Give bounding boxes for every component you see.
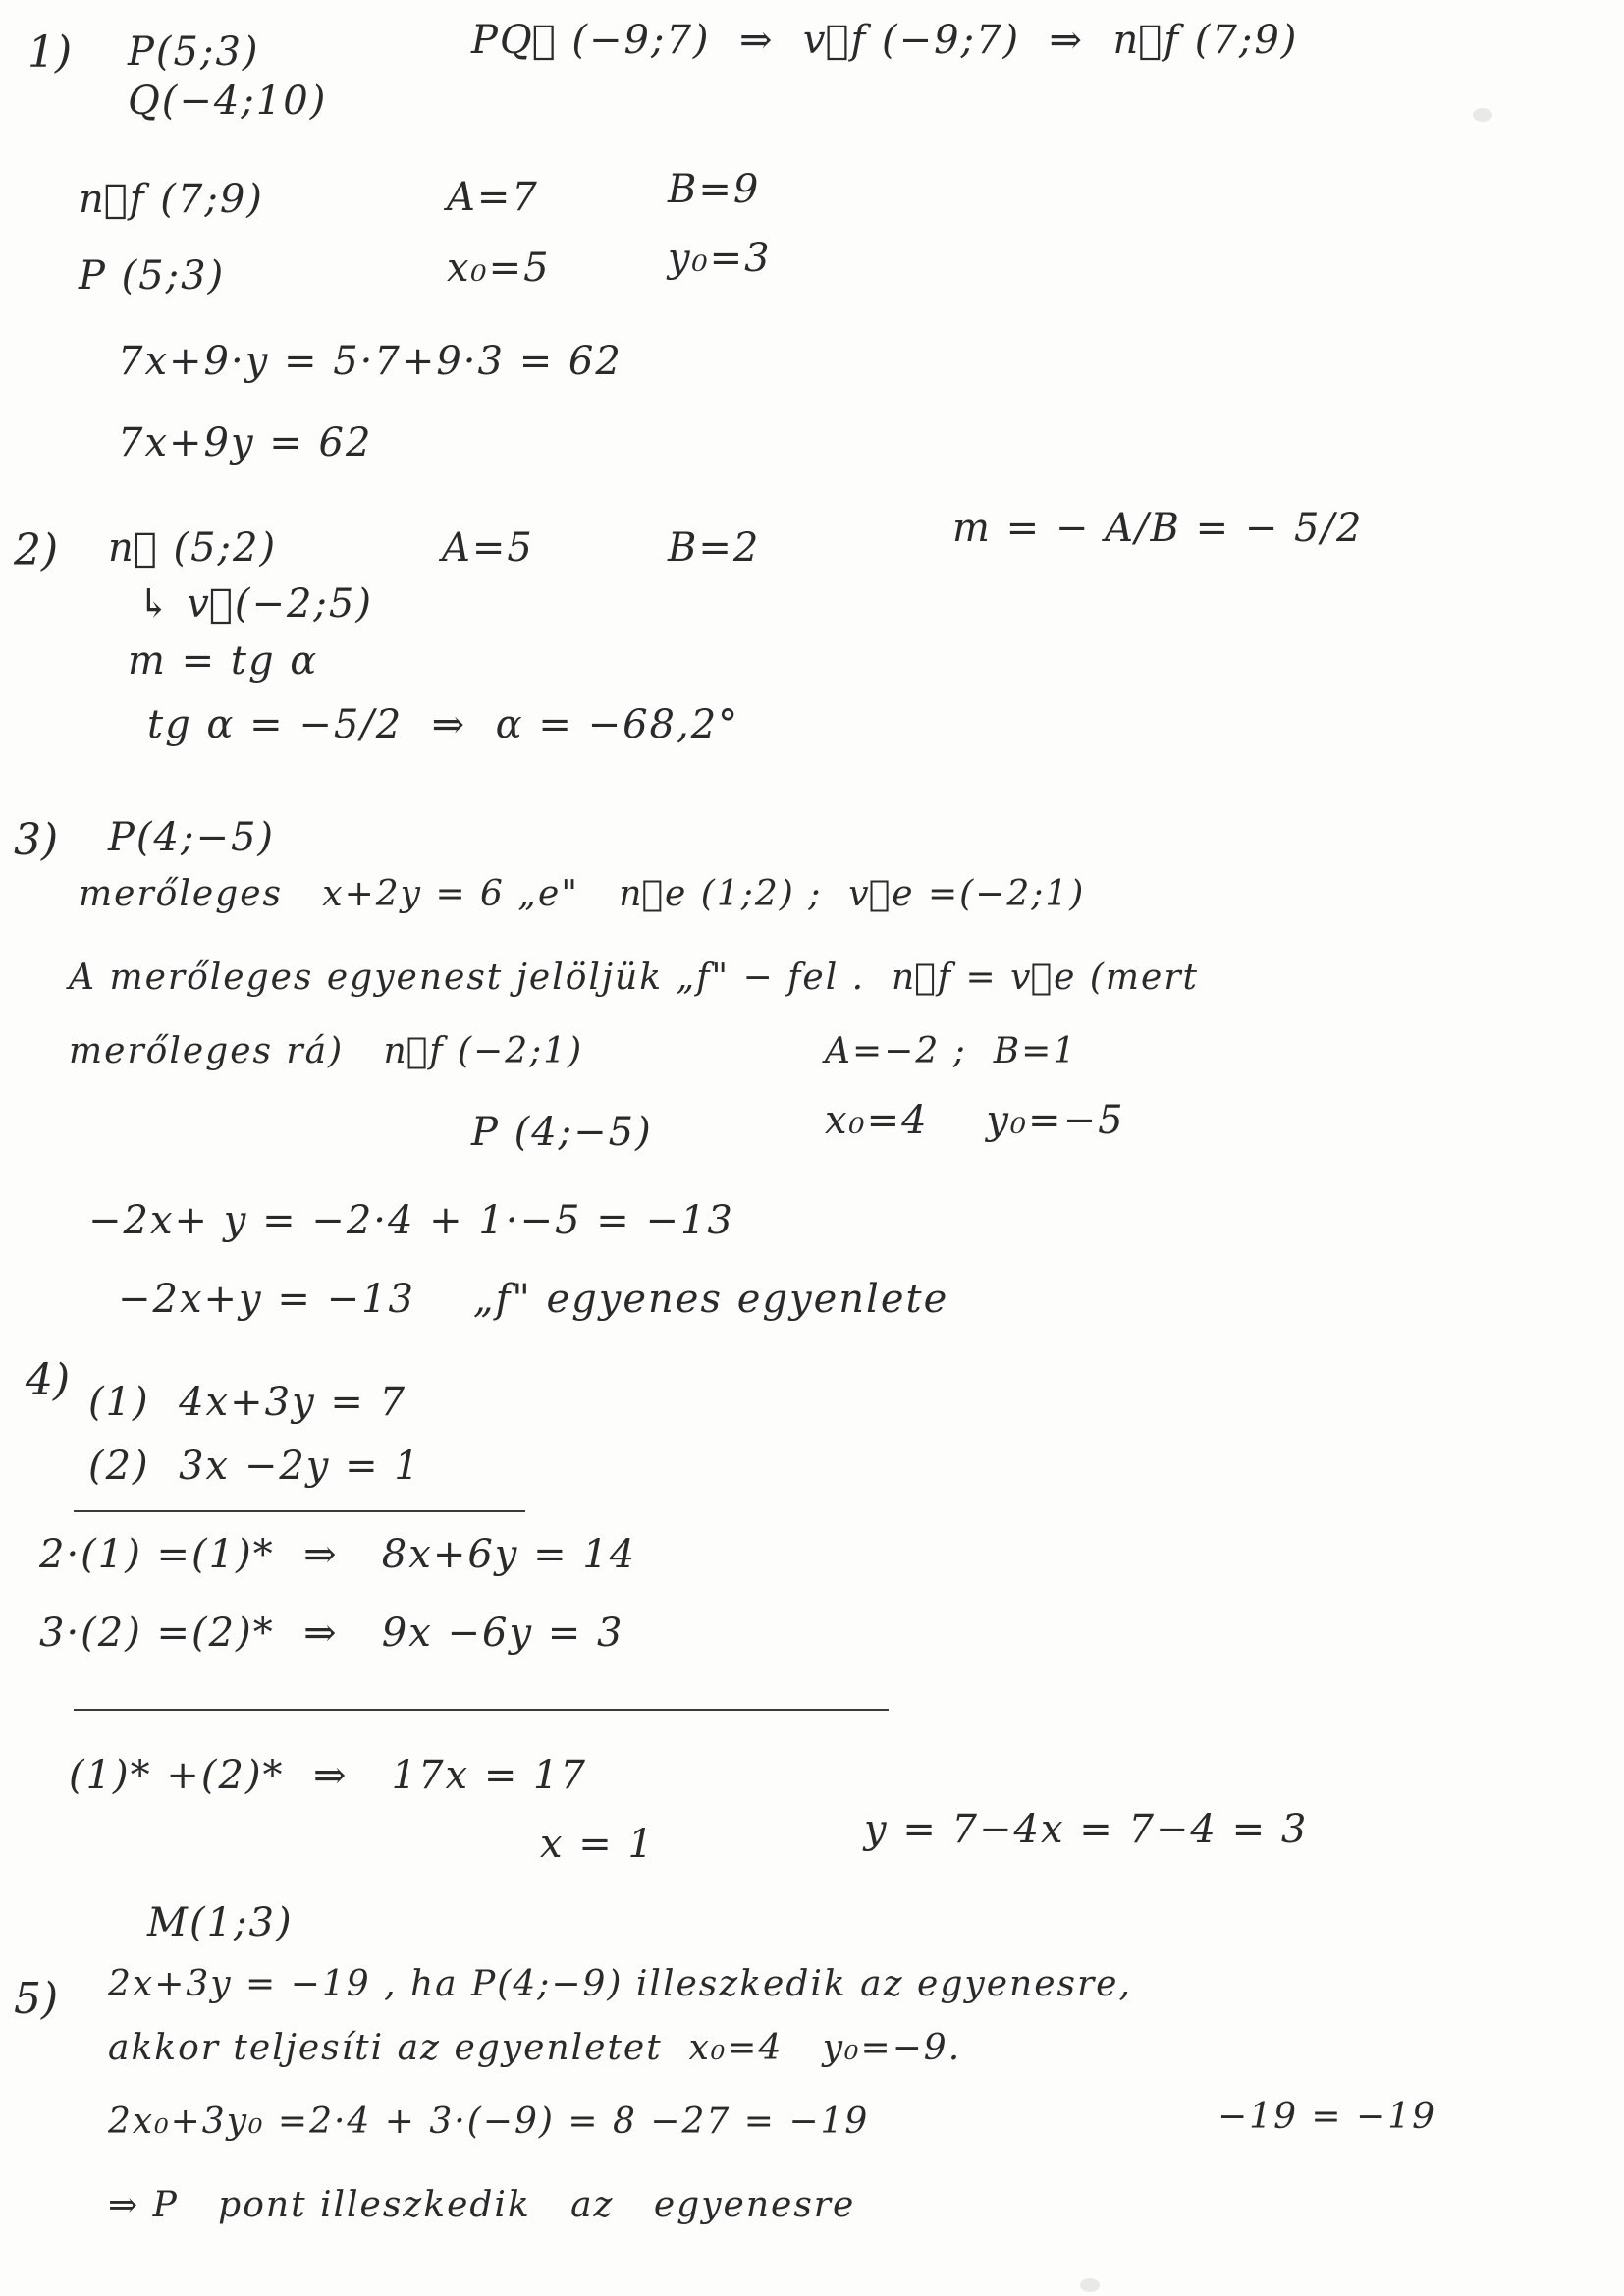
satisfies-statement: akkor teljesíti az egyenletet x₀=4 y₀=−9. bbox=[108, 2028, 962, 2068]
normal-vector-n: n⃗ (5;2) bbox=[108, 525, 278, 571]
paper-smudge bbox=[1473, 108, 1492, 122]
point-p-3: P(4;−5) bbox=[108, 815, 276, 860]
coefs-3: A=−2 ; B=1 bbox=[825, 1031, 1078, 1071]
intersection-point: M(1;3) bbox=[147, 1900, 294, 1945]
equation-result: 7x+9y = 62 bbox=[118, 420, 373, 465]
system-eq-2: (2) 3x −2y = 1 bbox=[88, 1444, 421, 1489]
scaled-eq-2: 3·(2) =(2)* ⇒ 9x −6y = 3 bbox=[39, 1611, 624, 1656]
point-q: Q(−4;10) bbox=[128, 79, 328, 124]
problem-5-number: 5) bbox=[14, 1974, 59, 2024]
coef-a: A=7 bbox=[447, 175, 539, 220]
point-p-3-repeat: P (4;−5) bbox=[471, 1110, 653, 1155]
line-equation-5: 2x+3y = −19 , ha P(4;−9) illeszkedik az egyenesre, bbox=[108, 1964, 1132, 2004]
normal-vector-f: n⃗f (7;9) bbox=[79, 177, 264, 222]
direction-vector: ↳ v⃗(−2;5) bbox=[137, 581, 373, 627]
coef-b-2: B=2 bbox=[668, 525, 761, 571]
conclusion: ⇒ P pont illeszkedik az egyenesre bbox=[108, 2185, 856, 2225]
equation-calc-3: −2x+ y = −2·4 + 1·−5 = −13 bbox=[88, 1198, 734, 1243]
point-p: P(5;3) bbox=[128, 29, 260, 75]
equation-result-3: −2x+y = −13 „f" egyenes egyenlete bbox=[118, 1277, 949, 1322]
y0-value: y₀=3 bbox=[668, 236, 772, 281]
divider-line bbox=[74, 1510, 525, 1512]
point-p-repeat: P (5;3) bbox=[79, 253, 226, 299]
equality-check: −19 = −19 bbox=[1218, 2097, 1436, 2137]
coef-a-2: A=5 bbox=[442, 525, 534, 571]
substitution-calc: 2x₀+3y₀ =2·4 + 3·(−9) = 8 −27 = −19 bbox=[108, 2102, 870, 2142]
perpendicular-statement: A merőleges egyenest jelöljük „f" − fel . n⃗f = v⃗e (mert bbox=[69, 957, 1200, 998]
angle-result: tg α = −5/2 ⇒ α = −68,2° bbox=[147, 702, 740, 747]
problem-4-number: 4) bbox=[26, 1355, 71, 1405]
scaled-eq-1: 2·(1) =(1)* ⇒ 8x+6y = 14 bbox=[39, 1532, 637, 1577]
slope-tangent: m = tg α bbox=[128, 638, 319, 683]
x0-y0-3: x₀=4 y₀=−5 bbox=[825, 1098, 1125, 1143]
paper-smudge bbox=[1080, 2278, 1100, 2292]
perpendicular-line-e: merőleges x+2y = 6 „e" n⃗e (1;2) ; v⃗e =(−2;1) bbox=[79, 874, 1086, 914]
slope-formula: m = − A/B = − 5/2 bbox=[952, 506, 1364, 551]
problem-2-number: 2) bbox=[14, 525, 59, 575]
x0-value: x₀=5 bbox=[447, 246, 551, 291]
problem-3-number: 3) bbox=[14, 815, 59, 865]
coef-b: B=9 bbox=[668, 167, 761, 212]
problem-1-number: 1) bbox=[27, 27, 73, 78]
x-solution: x = 1 bbox=[540, 1822, 655, 1867]
divider-line bbox=[74, 1709, 889, 1711]
sum-of-equations: (1)* +(2)* ⇒ 17x = 17 bbox=[69, 1753, 587, 1798]
equation-calc: 7x+9·y = 5·7+9·3 = 62 bbox=[118, 339, 623, 384]
normal-vector-f-3: merőleges rá) n⃗f (−2;1) bbox=[69, 1031, 584, 1071]
y-solution: y = 7−4x = 7−4 = 3 bbox=[864, 1807, 1309, 1852]
system-eq-1: (1) 4x+3y = 7 bbox=[88, 1380, 407, 1425]
vector-chain: PQ⃗ (−9;7) ⇒ v⃗f (−9;7) ⇒ n⃗f (7;9) bbox=[471, 18, 1299, 63]
